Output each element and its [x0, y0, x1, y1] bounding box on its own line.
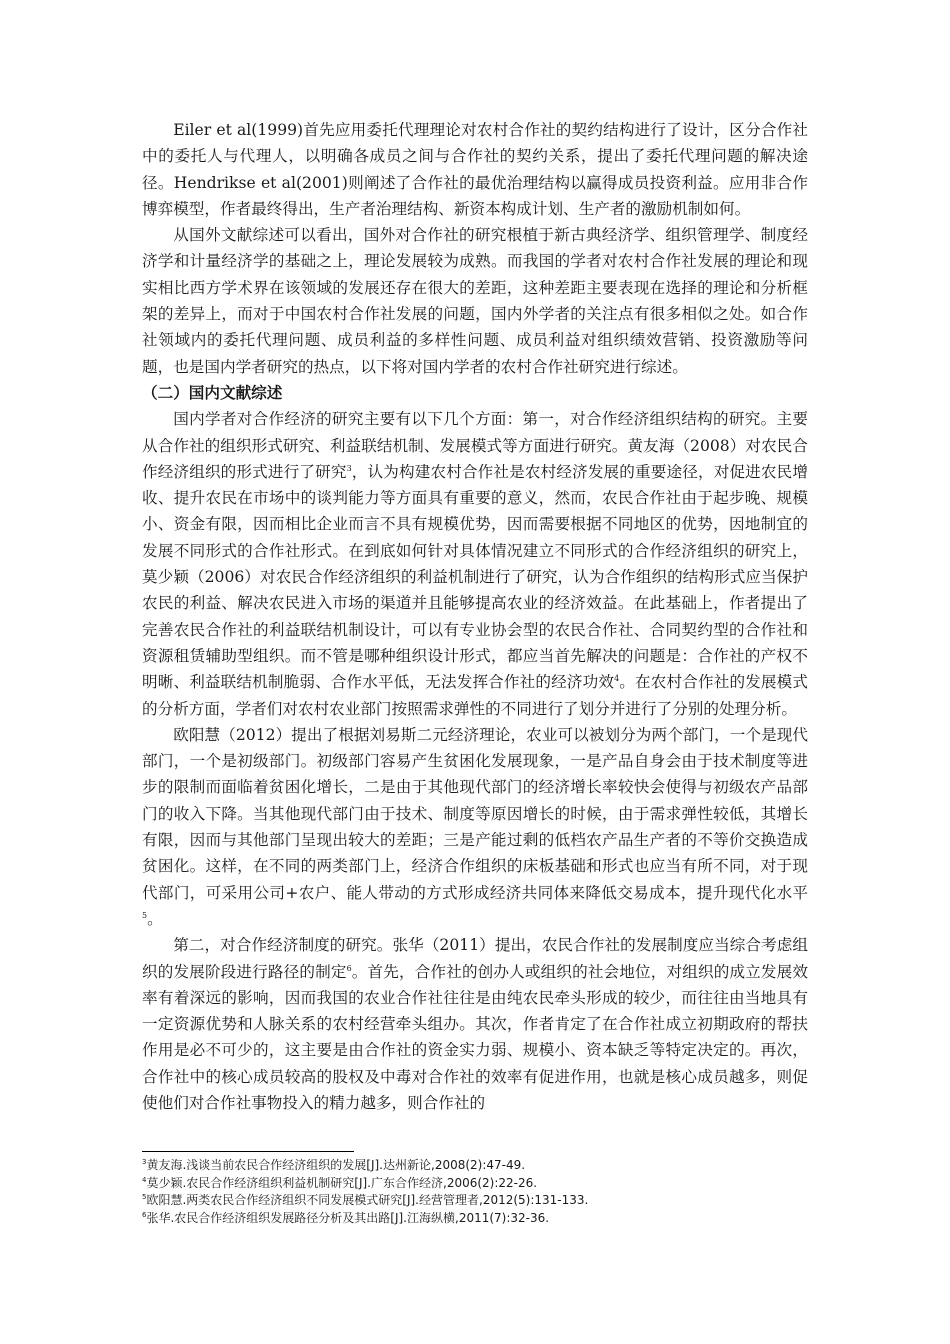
text-run: 欧阳慧（2012）提出了根据刘易斯二元经济理论，农业可以被划分为两个部门，一个是现代部门，一个是初级部门。初级部门容易产生贫困化发展现象，一是产品自身会由于技术制度等进步的限制而面临着贫困化增长，二是由于其他现代部门的经济增长率较快会使得与初级农产品部门的收入下降。当其他现代部门由于技术、制度等原因增长的时候，由于需求弹性较低，其增长有限，因而与其他部门呈现出较大的差距；三是产能过剩的低档农产品生产者的不等价交换造成贫困化。这样，在不同的两类部门上，经济合作组织的床板基础和形式也应当有所不同，对于现代部门，可采用公司+农户、能人带动的方式形成经济共同体来降低交易成本，提升现代化水平 — [142, 725, 808, 902]
text-run: 。首先，合作社的创办人或组织的社会地位，对组织的成立发展效率有着深远的影响，因而我国的农业合作社往往是由纯农民牵头形成的较少，而往往由当地具有一定资源优势和人脉关系的农村经营牵头组办。其次，作者肯定了在合作社成立初期政府的帮扶作用是必不可少的，这主要是由合作社的资金实力弱、规模小、资本缺乏等特定决定的。再次，合作社中的核心成员较高的股权及中毒对合作社的效率有促进作用，也就是核心成员越多，则促使他们对合作社事物投入的精力越多，则合作社的 — [142, 962, 808, 1112]
section-heading-domestic-review: （二）国内文献综述 — [142, 383, 283, 402]
footnote-text: 张华.农民合作经济组织发展路径分析及其出路[J].江海纵横,2011(7):32-36. — [146, 1210, 550, 1225]
text-run: 。在农村合作社的发展模式的分析方面，学者们对农村农业部门按照需求弹性的不同进行了划分并进行了分别的处理分析。 — [142, 673, 808, 718]
footnote-ref-3[interactable]: 3 — [346, 463, 352, 473]
footnote-number: 4 — [142, 1175, 147, 1184]
paragraph-domestic-structure — [142, 406, 808, 722]
footnote-6 — [142, 1210, 808, 1228]
footnote-number: 5 — [142, 1193, 147, 1201]
footnotes — [142, 1157, 808, 1227]
paragraph-cooperative-system — [142, 932, 808, 1116]
footnote-ref-5[interactable]: 5 — [142, 910, 148, 920]
footnote-number: 6 — [142, 1210, 147, 1219]
footnote-ref-6[interactable]: 6 — [346, 963, 352, 973]
footnote-text: 黄友海.浅谈当前农民合作经济组织的发展[J].达州新论,2008(2):47-49. — [146, 1158, 526, 1172]
body-text — [142, 117, 808, 1116]
footnote-text: 莫少颖.农民合作经济组织利益机制研究[J].广东合作经济,2006(2):22-26. — [146, 1175, 538, 1190]
footnote-divider — [142, 1151, 354, 1152]
text-run: 。 — [147, 909, 163, 928]
footnote-5 — [142, 1192, 808, 1210]
footnote-text: 欧阳慧.两类农民合作经济组织不同发展模式研究[J].经营管理者,2012(5):131-133. — [146, 1193, 589, 1207]
footnote-3 — [142, 1157, 808, 1175]
paragraph-foreign-review-1: Eiler et al(1999)首先应用委托代理理论对农村合作社的契约结构进行了设计，区分合作社中的委托人与代理人，以明确各成员之间与合作社的契约关系，提出了委托代理问题的解决途径。Hendrikse et al(2001)则阐述了合作社的最优治理结构以赢得成员投资利益。应用非合作博弈模型，作者最终得出，生产者治理结构、新资本构成计划、生产者的激励机制如何。 — [142, 121, 808, 218]
footnote-number: 3 — [142, 1158, 147, 1166]
paragraph-dual-economy — [142, 722, 808, 932]
paragraph-foreign-review-summary: 从国外文献综述可以看出，国外对合作社的研究根植于新古典经济学、组织管理学、制度经济学和计量经济学的基础之上，理论发展较为成熟。而我国的学者对农村合作社发展的理论和现实相比西方学术界在该领域的发展还存在很大的差距，这种差距主要表现在选择的理论和分析框架的差异上，而对于中国农村合作社发展的问题，国内外学者的关注点有很多相似之处。如合作社领域内的委托代理问题、成员利益的多样性问题、成员利益对组织绩效营销、投资激励等问题，也是国内学者研究的热点，以下将对国内学者的农村合作社研究进行综述。 — [142, 226, 808, 376]
footnote-ref-4[interactable]: 4 — [614, 674, 620, 684]
text-run: 第二，对合作经济制度的研究。张华（2011）提出，农民合作社的发展制度应当综合考虑组织的发展阶段进行路径的制定 — [142, 936, 808, 981]
text-run: ，认为构建农村合作社是农村经济发展的重要途径，对促进农民增收、提升农民在市场中的谈判能力等方面具有重要的意义，然而，农民合作社由于起步晚、规模小、资金有限，因而相比企业而言不具有规模优势，因而需要根据不同地区的优势，因地制宜的发展不同形式的合作社形式。在到底如何针对具体情况建立不同形式的合作经济组织的研究上，莫少颖（2006）对农民合作经济组织的利益机制进行了研究，认为合作组织的结构形式应当保护农民的利益、解决农民进入市场的渠道并且能够提高农业的经济效益。在此基础上，作者提出了完善农民合作社的利益联结机制设计，可以有专业协会型的农民合作社、合同契约型的合作社和资源租赁辅助型组织。而不管是哪种组织设计形式，都应当首先解决的问题是：合作社的产权不明晰、利益联结机制脆弱、合作水平低，无法发挥合作社的经济功效 — [142, 462, 808, 692]
footnote-4 — [142, 1175, 808, 1193]
text-run: 国内学者对合作经济的研究主要有以下几个方面：第一，对合作经济组织结构的研究。主要从合作社的组织形式研究、利益联结机制、发展模式等方面进行研究。黄友海（2008）对农民合作经济组织的形式进行了研究 — [142, 410, 808, 481]
